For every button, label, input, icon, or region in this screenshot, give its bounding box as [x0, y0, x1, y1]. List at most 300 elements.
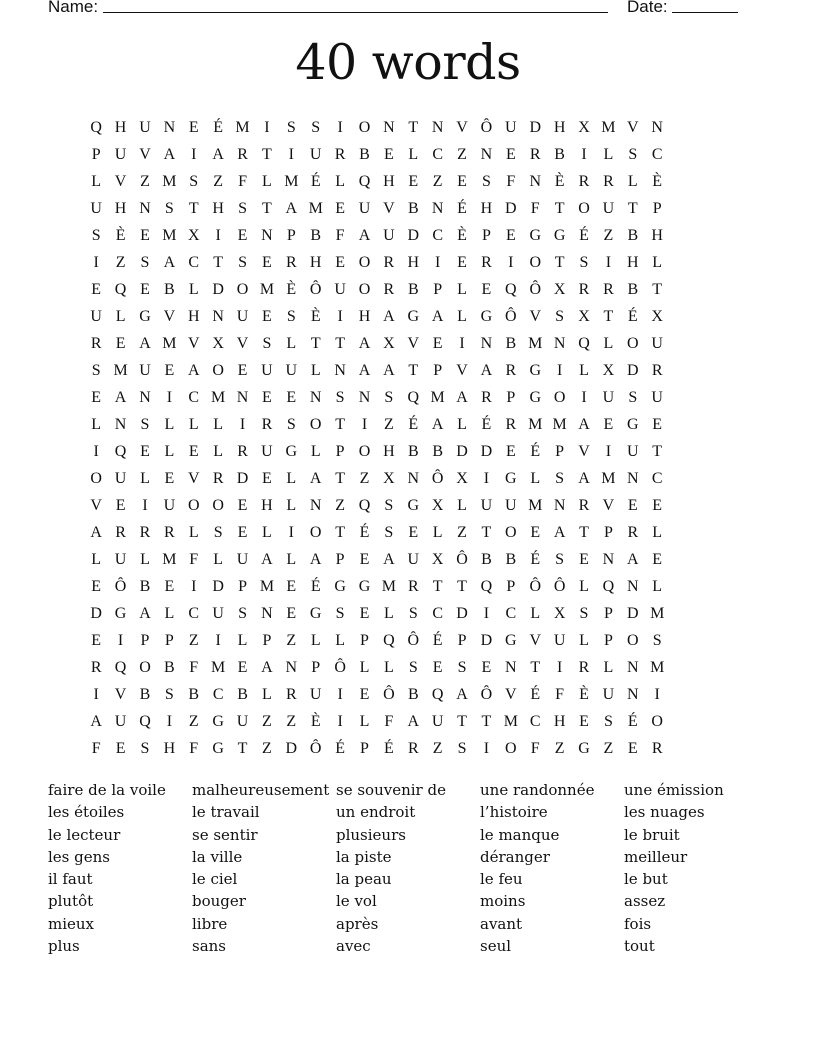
grid-letter: É	[481, 415, 492, 433]
grid-letter: Ô	[407, 631, 420, 649]
grid-letter: S	[213, 523, 223, 541]
grid-letter: M	[211, 658, 226, 676]
word-bank-item: une randonnée	[480, 781, 595, 799]
grid-letter: M	[162, 550, 177, 568]
grid-letter: N	[480, 334, 493, 352]
grid-letter: C	[212, 685, 224, 703]
grid-letter: U	[431, 712, 444, 730]
grid-letter: I	[191, 577, 197, 595]
grid-letter: Z	[286, 631, 297, 649]
grid-letter: Q	[358, 496, 371, 514]
grid-letter: É	[627, 307, 638, 325]
grid-letter: Q	[90, 118, 102, 136]
grid-letter: E	[286, 577, 297, 595]
grid-letter: Q	[431, 685, 444, 703]
grid-letter: N	[212, 307, 224, 325]
grid-row	[84, 141, 744, 168]
grid-letter: V	[407, 334, 420, 352]
grid-letter: Z	[359, 469, 370, 487]
grid-letter: R	[383, 253, 395, 271]
grid-letter: C	[651, 145, 663, 163]
grid-letter: V	[90, 496, 102, 514]
grid-letter: T	[481, 712, 492, 730]
grid-letter: C	[432, 604, 443, 622]
grid-letter: M	[601, 118, 616, 136]
grid-letter: G	[407, 307, 420, 325]
grid-row	[84, 303, 744, 330]
grid-letter: S	[628, 388, 638, 406]
grid-letter: A	[553, 523, 566, 541]
grid-letter: U	[309, 145, 322, 163]
grid-letter: E	[505, 442, 516, 460]
grid-letter: A	[456, 388, 468, 406]
grid-letter: A	[407, 712, 420, 730]
grid-letter: N	[651, 118, 663, 136]
grid-letter: L	[286, 334, 297, 352]
grid-letter: E	[652, 415, 663, 433]
grid-letter: T	[237, 739, 248, 757]
grid-letter: H	[407, 253, 420, 271]
grid-letter: S	[164, 685, 174, 703]
grid-letter: R	[603, 280, 614, 298]
grid-letter: É	[335, 739, 345, 757]
grid-letter: H	[163, 739, 176, 757]
grid-letter: G	[578, 739, 590, 757]
grid-letter: I	[337, 307, 343, 325]
page-title: 40 words	[295, 34, 521, 91]
grid-letter: A	[261, 550, 273, 568]
grid-letter: X	[383, 469, 395, 487]
grid-letter: U	[236, 550, 249, 568]
grid-letter: Z	[188, 631, 199, 649]
word-bank-item: le bruit	[624, 825, 680, 844]
grid-letter: N	[431, 118, 444, 136]
grid-letter: E	[115, 496, 126, 514]
grid-letter: D	[236, 469, 249, 487]
grid-letter: I	[337, 118, 343, 136]
grid-letter: V	[139, 145, 151, 163]
grid-letter: P	[335, 442, 345, 460]
grid-letter: I	[581, 388, 587, 406]
grid-letter: T	[554, 199, 565, 217]
grid-letter: F	[189, 550, 199, 568]
grid-letter: S	[408, 604, 418, 622]
word-bank-item: après	[336, 914, 379, 933]
grid-letter: Z	[213, 172, 224, 190]
grid-letter: T	[627, 199, 638, 217]
grid-letter: É	[432, 631, 443, 649]
grid-letter: Ô	[456, 550, 468, 568]
grid-letter: È	[115, 226, 126, 244]
grid-letter: I	[215, 631, 221, 649]
grid-letter: E	[579, 712, 589, 730]
grid-letter: Q	[578, 334, 590, 352]
grid-letter: U	[114, 469, 127, 487]
grid-letter: U	[553, 631, 566, 649]
grid-letter: A	[383, 550, 395, 568]
grid-letter: L	[359, 658, 370, 676]
grid-letter: Q	[114, 442, 127, 460]
grid-letter: L	[115, 307, 126, 325]
grid-letter: R	[578, 496, 590, 514]
grid-letter: P	[91, 145, 101, 163]
grid-letter: I	[556, 658, 563, 676]
grid-letter: V	[505, 685, 517, 703]
grid-letter: E	[481, 280, 492, 298]
grid-letter: X	[212, 334, 224, 352]
grid-letter: A	[261, 658, 273, 676]
grid-letter: T	[603, 307, 614, 325]
grid-letter: L	[603, 334, 614, 352]
grid-letter: L	[457, 496, 467, 514]
grid-letter: E	[91, 577, 102, 595]
grid-letter: I	[483, 739, 490, 757]
grid-letter: N	[480, 145, 493, 163]
grid-letter: E	[188, 442, 199, 460]
grid-letter: S	[262, 334, 272, 352]
grid-letter: O	[139, 658, 151, 676]
grid-letter: M	[162, 172, 177, 190]
grid-letter: Z	[457, 145, 467, 163]
grid-letter: M	[284, 172, 299, 190]
grid-letter: I	[142, 496, 148, 514]
word-bank-item: se souvenir de	[336, 781, 446, 799]
grid-letter: T	[188, 199, 199, 217]
grid-letter: D	[212, 280, 224, 298]
grid-letter: A	[431, 307, 444, 325]
grid-letter: B	[432, 442, 443, 460]
grid-letter: B	[139, 685, 151, 703]
grid-letter: E	[603, 415, 614, 433]
grid-letter: E	[286, 388, 297, 406]
grid-letter: U	[163, 496, 176, 514]
grid-row	[84, 546, 744, 573]
grid-letter: E	[91, 631, 102, 649]
date-label: Date:	[627, 0, 668, 16]
grid-letter: Q	[602, 577, 615, 595]
grid-letter: L	[579, 631, 589, 649]
grid-letter: T	[530, 658, 541, 676]
grid-letter: B	[505, 334, 517, 352]
grid-letter: S	[555, 307, 565, 325]
grid-letter: V	[529, 307, 541, 325]
grid-letter: S	[189, 172, 199, 190]
grid-letter: L	[188, 523, 199, 541]
grid-letter: U	[505, 496, 517, 514]
grid-letter: S	[457, 739, 467, 757]
grid-letter: E	[140, 226, 150, 244]
grid-letter: O	[651, 712, 663, 730]
grid-letter: D	[456, 604, 468, 622]
grid-letter: M	[162, 334, 177, 352]
grid-letter: I	[483, 604, 490, 622]
grid-letter: L	[188, 415, 199, 433]
grid-letter: S	[481, 172, 491, 190]
grid-letter: R	[505, 361, 517, 379]
grid-letter: X	[578, 307, 590, 325]
grid-letter: S	[238, 604, 247, 622]
grid-row	[84, 465, 744, 492]
grid-letter: O	[627, 334, 639, 352]
grid-letter: G	[212, 739, 224, 757]
grid-letter: A	[285, 199, 298, 217]
word-bank-item: le but	[624, 870, 668, 889]
grid-letter: C	[188, 253, 200, 271]
grid-letter: L	[237, 631, 248, 649]
grid-letter: L	[262, 685, 272, 703]
grid-letter: D	[456, 442, 468, 460]
grid-letter: R	[627, 523, 639, 541]
grid-letter: F	[91, 739, 101, 757]
grid-letter: L	[262, 523, 272, 541]
grid-letter: S	[457, 658, 467, 676]
grid-letter: O	[505, 739, 517, 757]
grid-letter: R	[90, 334, 102, 352]
grid-letter: R	[578, 172, 590, 190]
grid-letter: G	[553, 226, 566, 244]
grid-letter: V	[602, 496, 615, 514]
grid-letter: E	[652, 550, 663, 568]
word-bank-item: le lecteur	[48, 825, 121, 844]
grid-letter: A	[627, 550, 639, 568]
word-search-grid	[84, 114, 744, 762]
grid-letter: Q	[114, 280, 127, 298]
grid-letter: A	[358, 226, 371, 244]
grid-letter: C	[188, 388, 200, 406]
grid-letter: Q	[383, 631, 395, 649]
grid-letter: D	[529, 118, 541, 136]
grid-letter: C	[432, 226, 443, 244]
grid-letter: E	[627, 739, 638, 757]
grid-letter: M	[601, 469, 616, 487]
word-bank-item: le manque	[480, 825, 560, 844]
grid-letter: P	[652, 199, 662, 217]
grid-letter: È	[579, 685, 589, 703]
grid-letter: N	[407, 469, 420, 487]
grid-letter: Ô	[529, 280, 541, 298]
grid-letter: V	[114, 172, 127, 190]
word-bank-item: l’histoire	[480, 803, 548, 822]
grid-letter: E	[91, 280, 102, 298]
grid-letter: F	[189, 658, 199, 676]
grid-letter: A	[309, 469, 322, 487]
grid-letter: P	[238, 577, 247, 595]
grid-letter: U	[602, 685, 615, 703]
grid-letter: I	[605, 442, 612, 460]
grid-letter: N	[139, 199, 151, 217]
grid-row	[84, 708, 744, 735]
grid-letter: U	[651, 334, 663, 352]
grid-letter: R	[285, 253, 297, 271]
grid-letter: E	[164, 577, 175, 595]
grid-letter: U	[114, 712, 127, 730]
grid-letter: O	[529, 253, 541, 271]
grid-letter: X	[578, 118, 590, 136]
grid-letter: Z	[188, 712, 199, 730]
grid-letter: C	[432, 145, 443, 163]
grid-letter: R	[481, 388, 492, 406]
grid-letter: I	[556, 361, 563, 379]
grid-letter: I	[654, 685, 660, 703]
grid-letter: É	[530, 550, 541, 568]
grid-letter: S	[238, 199, 247, 217]
grid-letter: R	[139, 523, 151, 541]
grid-letter: I	[288, 523, 294, 541]
grid-letter: T	[335, 523, 345, 541]
grid-letter: H	[553, 118, 566, 136]
grid-letter: S	[579, 253, 589, 271]
grid-letter: B	[139, 577, 151, 595]
grid-letter: G	[627, 415, 639, 433]
word-bank-item: meilleur	[624, 847, 688, 866]
grid-letter: N	[553, 496, 566, 514]
grid-letter: M	[235, 118, 250, 136]
grid-letter: B	[481, 550, 492, 568]
grid-letter: H	[114, 199, 127, 217]
grid-letter: È	[457, 226, 467, 244]
grid-letter: U	[261, 361, 273, 379]
grid-letter: E	[237, 226, 248, 244]
grid-letter: A	[383, 361, 395, 379]
grid-row	[84, 735, 744, 762]
grid-letter: U	[651, 388, 663, 406]
word-bank-item: plusieurs	[336, 825, 406, 844]
grid-letter: L	[164, 604, 175, 622]
grid-letter: L	[91, 415, 102, 433]
grid-letter: G	[139, 307, 151, 325]
grid-letter: X	[651, 307, 663, 325]
grid-letter: E	[579, 550, 589, 568]
grid-letter: O	[212, 496, 224, 514]
grid-letter: O	[358, 442, 371, 460]
grid-letter: E	[335, 199, 345, 217]
grid-letter: T	[262, 199, 272, 217]
grid-letter: Z	[335, 496, 345, 514]
grid-letter: L	[310, 631, 321, 649]
grid-letter: A	[480, 361, 493, 379]
grid-letter: S	[311, 118, 321, 136]
grid-letter: R	[578, 658, 590, 676]
grid-letter: E	[188, 118, 199, 136]
grid-letter: B	[164, 658, 175, 676]
grid-letter: Q	[358, 172, 371, 190]
grid-letter: Z	[603, 226, 614, 244]
grid-letter: Ô	[431, 469, 444, 487]
grid-letter: M	[650, 604, 665, 622]
grid-letter: Z	[383, 415, 394, 433]
grid-letter: R	[237, 442, 248, 460]
grid-letter: S	[91, 226, 101, 244]
grid-letter: T	[457, 712, 467, 730]
grid-letter: T	[652, 442, 663, 460]
grid-letter: E	[359, 550, 370, 568]
grid-letter: F	[506, 172, 516, 190]
grid-letter: V	[456, 118, 468, 136]
grid-letter: L	[457, 415, 467, 433]
grid-letter: D	[505, 199, 517, 217]
grid-row	[84, 681, 744, 708]
grid-letter: P	[433, 361, 443, 379]
grid-letter: L	[383, 658, 394, 676]
grid-letter: B	[407, 199, 419, 217]
grid-letter: T	[652, 280, 663, 298]
grid-letter: N	[114, 415, 127, 433]
grid-letter: R	[334, 145, 346, 163]
grid-letter: É	[383, 739, 394, 757]
grid-letter: È	[554, 172, 565, 190]
grid-letter: I	[117, 631, 124, 649]
grid-letter: R	[90, 658, 102, 676]
grid-letter: X	[383, 334, 395, 352]
grid-letter: X	[553, 280, 566, 298]
grid-letter: X	[431, 550, 444, 568]
grid-letter: S	[238, 253, 247, 271]
grid-letter: R	[651, 739, 663, 757]
grid-letter: M	[308, 199, 323, 217]
grid-letter: E	[237, 523, 248, 541]
grid-letter: A	[187, 361, 200, 379]
grid-letter: D	[90, 604, 102, 622]
word-bank-item: un endroit	[336, 803, 416, 822]
grid-letter: L	[91, 550, 102, 568]
grid-letter: A	[383, 307, 395, 325]
grid-letter: N	[309, 388, 322, 406]
grid-letter: U	[407, 550, 420, 568]
grid-letter: G	[529, 388, 541, 406]
grid-letter: V	[187, 469, 200, 487]
grid-letter: I	[166, 388, 173, 406]
word-bank-item: il faut	[48, 870, 93, 889]
grid-letter: S	[408, 658, 418, 676]
word-bank-item: avec	[336, 937, 371, 956]
grid-letter: I	[166, 712, 173, 730]
grid-letter: D	[480, 631, 493, 649]
grid-letter: B	[554, 145, 565, 163]
grid-letter: E	[457, 253, 467, 271]
grid-letter: F	[238, 172, 247, 190]
grid-letter: S	[286, 307, 296, 325]
grid-letter: G	[480, 307, 493, 325]
grid-letter: P	[286, 226, 296, 244]
grid-letter: G	[529, 361, 541, 379]
grid-letter: Z	[115, 253, 126, 271]
grid-letter: X	[602, 361, 615, 379]
grid-letter: Z	[554, 739, 565, 757]
grid-letter: C	[505, 604, 517, 622]
grid-letter: U	[139, 361, 151, 379]
grid-letter: N	[627, 469, 639, 487]
grid-letter: X	[456, 469, 468, 487]
grid-letter: É	[530, 685, 541, 703]
grid-letter: U	[480, 496, 493, 514]
grid-letter: F	[530, 199, 540, 217]
grid-letter: I	[459, 334, 465, 352]
grid-row	[84, 357, 744, 384]
word-bank-item: la piste	[336, 847, 392, 866]
grid-letter: S	[555, 469, 565, 487]
grid-letter: L	[164, 442, 175, 460]
grid-letter: L	[652, 577, 663, 595]
grid-letter: Z	[432, 739, 443, 757]
grid-letter: T	[408, 361, 419, 379]
grid-letter: R	[212, 469, 224, 487]
grid-letter: M	[430, 388, 445, 406]
grid-letter: P	[433, 280, 443, 298]
grid-letter: O	[187, 496, 200, 514]
grid-letter: M	[552, 415, 567, 433]
grid-letter: T	[310, 334, 321, 352]
grid-letter: A	[358, 334, 371, 352]
